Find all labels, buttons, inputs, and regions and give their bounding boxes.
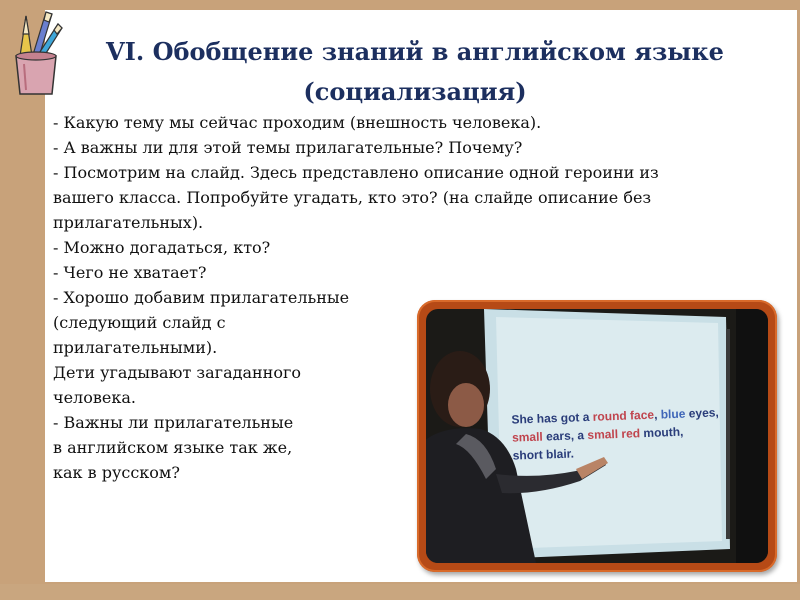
pencil-cup-icon — [6, 6, 66, 98]
body-line: человека. — [53, 388, 136, 407]
slide-title — [70, 32, 760, 112]
body-line: в английском языке так же, — [53, 438, 293, 457]
body-line: - Какую тему мы сейчас проходим (внешность человека). — [53, 113, 542, 132]
photo-slide-caption: She has got a round face, blue eyes, small ears, a small red mouth, short blair. — [511, 405, 719, 463]
body-line: (следующий слайд с — [53, 313, 226, 332]
body-line: прилагательными). — [53, 338, 218, 357]
body-line: - Можно догадаться, кто? — [53, 238, 271, 257]
body-line: прилагательных). — [53, 213, 204, 232]
body-line: как в русском? — [53, 463, 180, 482]
body-line: - Чего не хватает? — [53, 263, 207, 282]
body-line: - Посмотрим на слайд. Здесь представлено описание одной героини из — [53, 163, 659, 182]
title-line-1: VI. Обобщение знаний в английском языке — [106, 37, 724, 66]
photo-frame — [417, 300, 777, 572]
classroom-photo — [426, 309, 768, 563]
body-line: вашего класса. Попробуйте угадать, кто это? (на слайде описание без — [53, 188, 652, 207]
body-line: - Хорошо добавим прилагательные — [53, 288, 350, 307]
title-line-2: (социализация) — [303, 77, 527, 106]
body-line: - А важны ли для этой темы прилагательные? Почему? — [53, 138, 523, 157]
body-line: - Важны ли прилагательные — [53, 413, 294, 432]
body-line: Дети угадывают загаданного — [53, 363, 301, 382]
bottom-bar — [0, 584, 800, 600]
